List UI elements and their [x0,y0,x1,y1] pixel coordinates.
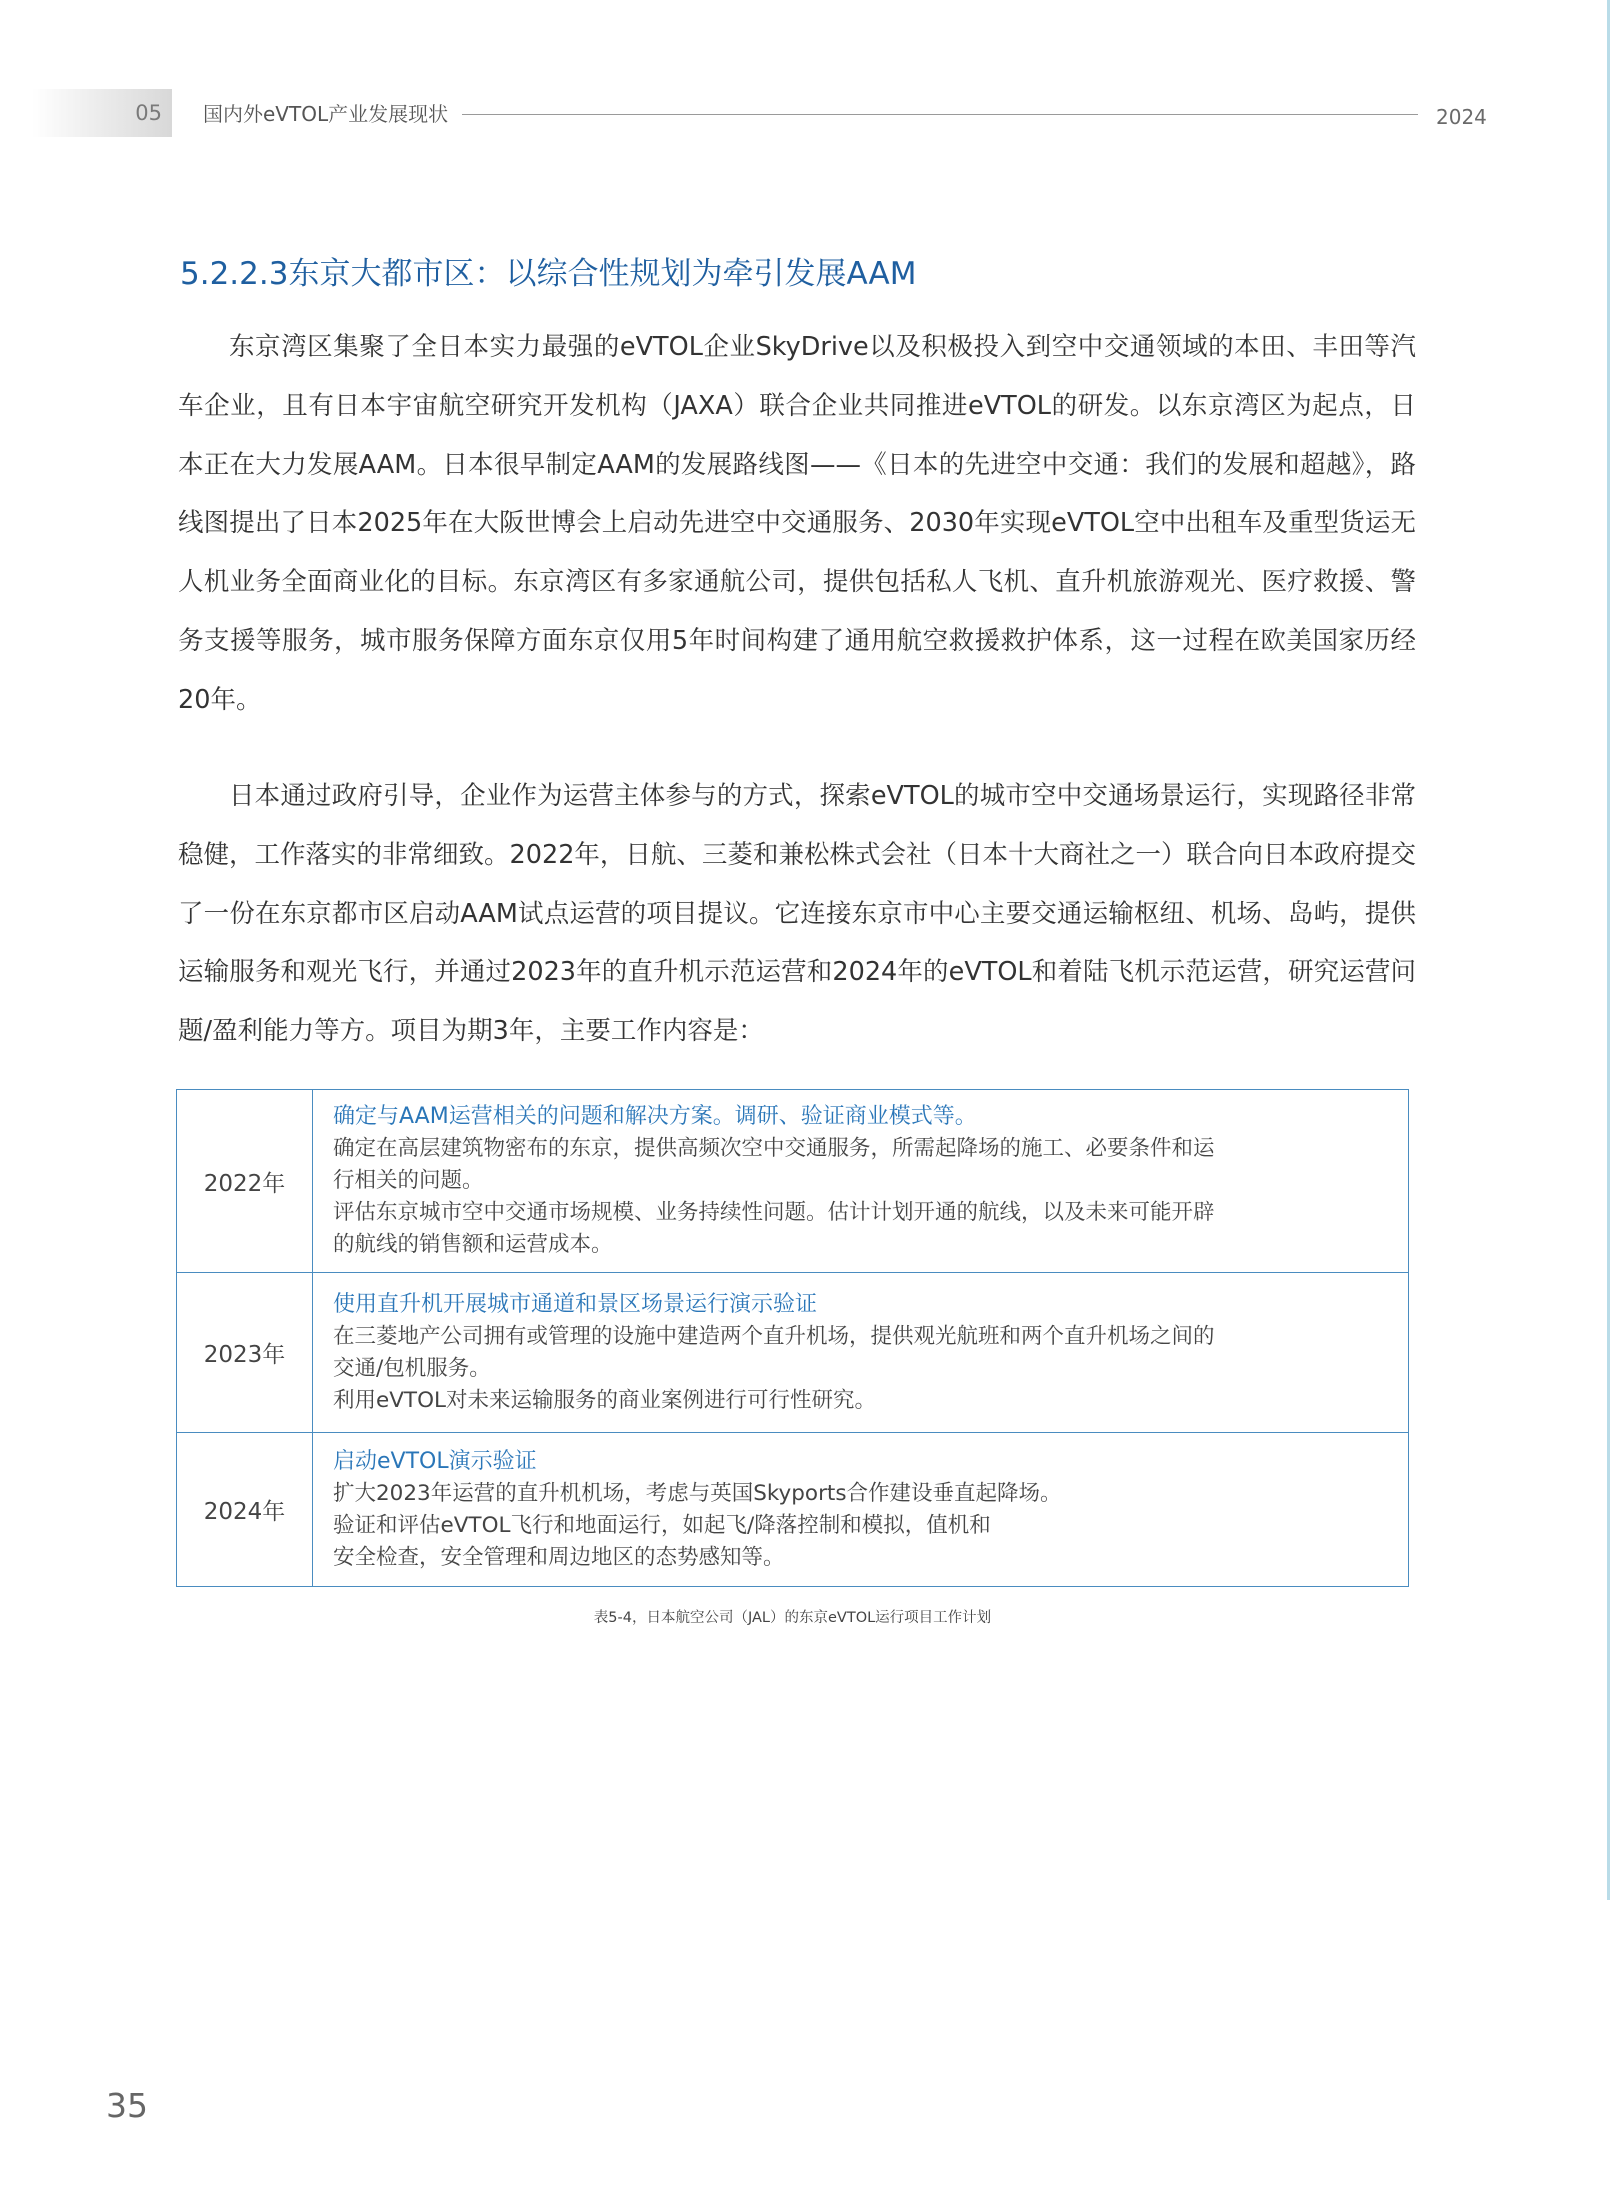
body-paragraph-2: 日本通过政府引导，企业作为运营主体参与的方式，探索eVTOL的城市空中交通场景运行，实现路径非常稳健，工作落实的非常细致。2022年，日航、三菱和兼松株式会社（日本十大商社之一）联合向日本政府提交了一份在东京都市区启动AAM试点运营的项目提议。它连接东京市中心主要交通运输枢纽、机场、岛屿，提供运输服务和观光飞行，并通过2023年的直升机示范运营和2024年的eVTOL和着陆飞机示范运营，研究运营问题/盈利能力等方。项目为期3年，主要工作内容是： [178,781,1416,1047]
row-text-line: 验证和评估eVTOL飞行和地面运行，如起飞/降落控制和模拟，值机和 [333,1512,991,1538]
row-text-line: 评估东京城市空中交通市场规模、业务持续性问题。估计计划开通的航线，以及未来可能开辟 [333,1200,1215,1225]
row-text-line: 安全检查，安全管理和周边地区的态势感知等。 [333,1544,785,1570]
row-text-line: 的航线的销售额和运营成本。 [333,1232,613,1257]
chapter-number: 05 [135,101,162,125]
year-cell: 2022年 [177,1090,313,1273]
table-caption: 表5-4，日本航空公司（JAL）的东京eVTOL运行项目工作计划 [593,1610,992,1626]
row-text-line: 行相关的问题。 [333,1168,484,1193]
table-row [177,1090,1409,1273]
table-row [177,1433,1409,1587]
work-plan-table [176,1089,1409,1587]
page-number: 35 [106,2086,148,2125]
content-cell [313,1273,1409,1433]
header-year: 2024 [1436,105,1487,129]
section-heading: 5.2.2.3东京大都市区：以综合性规划为牵引发展AAM [180,256,917,292]
chapter-number-box [32,89,172,137]
content-cell [313,1433,1409,1587]
row-text-line: 确定在高层建筑物密布的东京，提供高频次空中交通服务，所需起降场的施工、必要条件和运 [333,1136,1215,1161]
row-title: 确定与AAM运营相关的问题和解决方案。调研、验证商业模式等。 [333,1104,977,1129]
row-text-line: 扩大2023年运营的直升机机场，考虑与英国Skyports合作建设垂直起降场。 [333,1480,1062,1506]
year-cell: 2024年 [177,1433,313,1587]
row-title: 使用直升机开展城市通道和景区场景运行演示验证 [333,1291,818,1317]
header-divider [462,114,1418,115]
body-paragraph-1: 东京湾区集聚了全日本实力最强的eVTOL企业SkyDrive以及积极投入到空中交通领域的本田、丰田等汽车企业，且有日本宇宙航空研究开发机构（JAXA）联合企业共同推进eVTOL的研发。以东京湾区为起点，日本正在大力发展AAM。日本很早制定AAM的发展路线图——《日本的先进空中交通：我们的发展和超越》，路线图提出了日本2025年在大阪世博会上启动先进空中交通服务、2030年实现eVTOL空中出租车及重型货运无人机业务全面商业化的目标。东京湾区有多家通航公司，提供包括私人飞机、直升机旅游观光、医疗救援、警务支援等服务，城市服务保障方面东京仅用5年时间构建了通用航空救援救护体系，这一过程在欧美国家历经20年。 [178,332,1416,715]
content-cell [313,1090,1409,1273]
year-cell: 2023年 [177,1273,313,1433]
running-header-title: 国内外eVTOL产业发展现状 [203,102,449,126]
row-title: 启动eVTOL演示验证 [333,1448,537,1474]
row-text-line: 利用eVTOL对未来运输服务的商业案例进行可行性研究。 [333,1387,876,1413]
row-text-line: 在三菱地产公司拥有或管理的设施中建造两个直升机场，提供观光航班和两个直升机场之间的 [333,1323,1215,1349]
row-text-line: 交通/包机服务。 [333,1355,491,1381]
table-row [177,1273,1409,1433]
